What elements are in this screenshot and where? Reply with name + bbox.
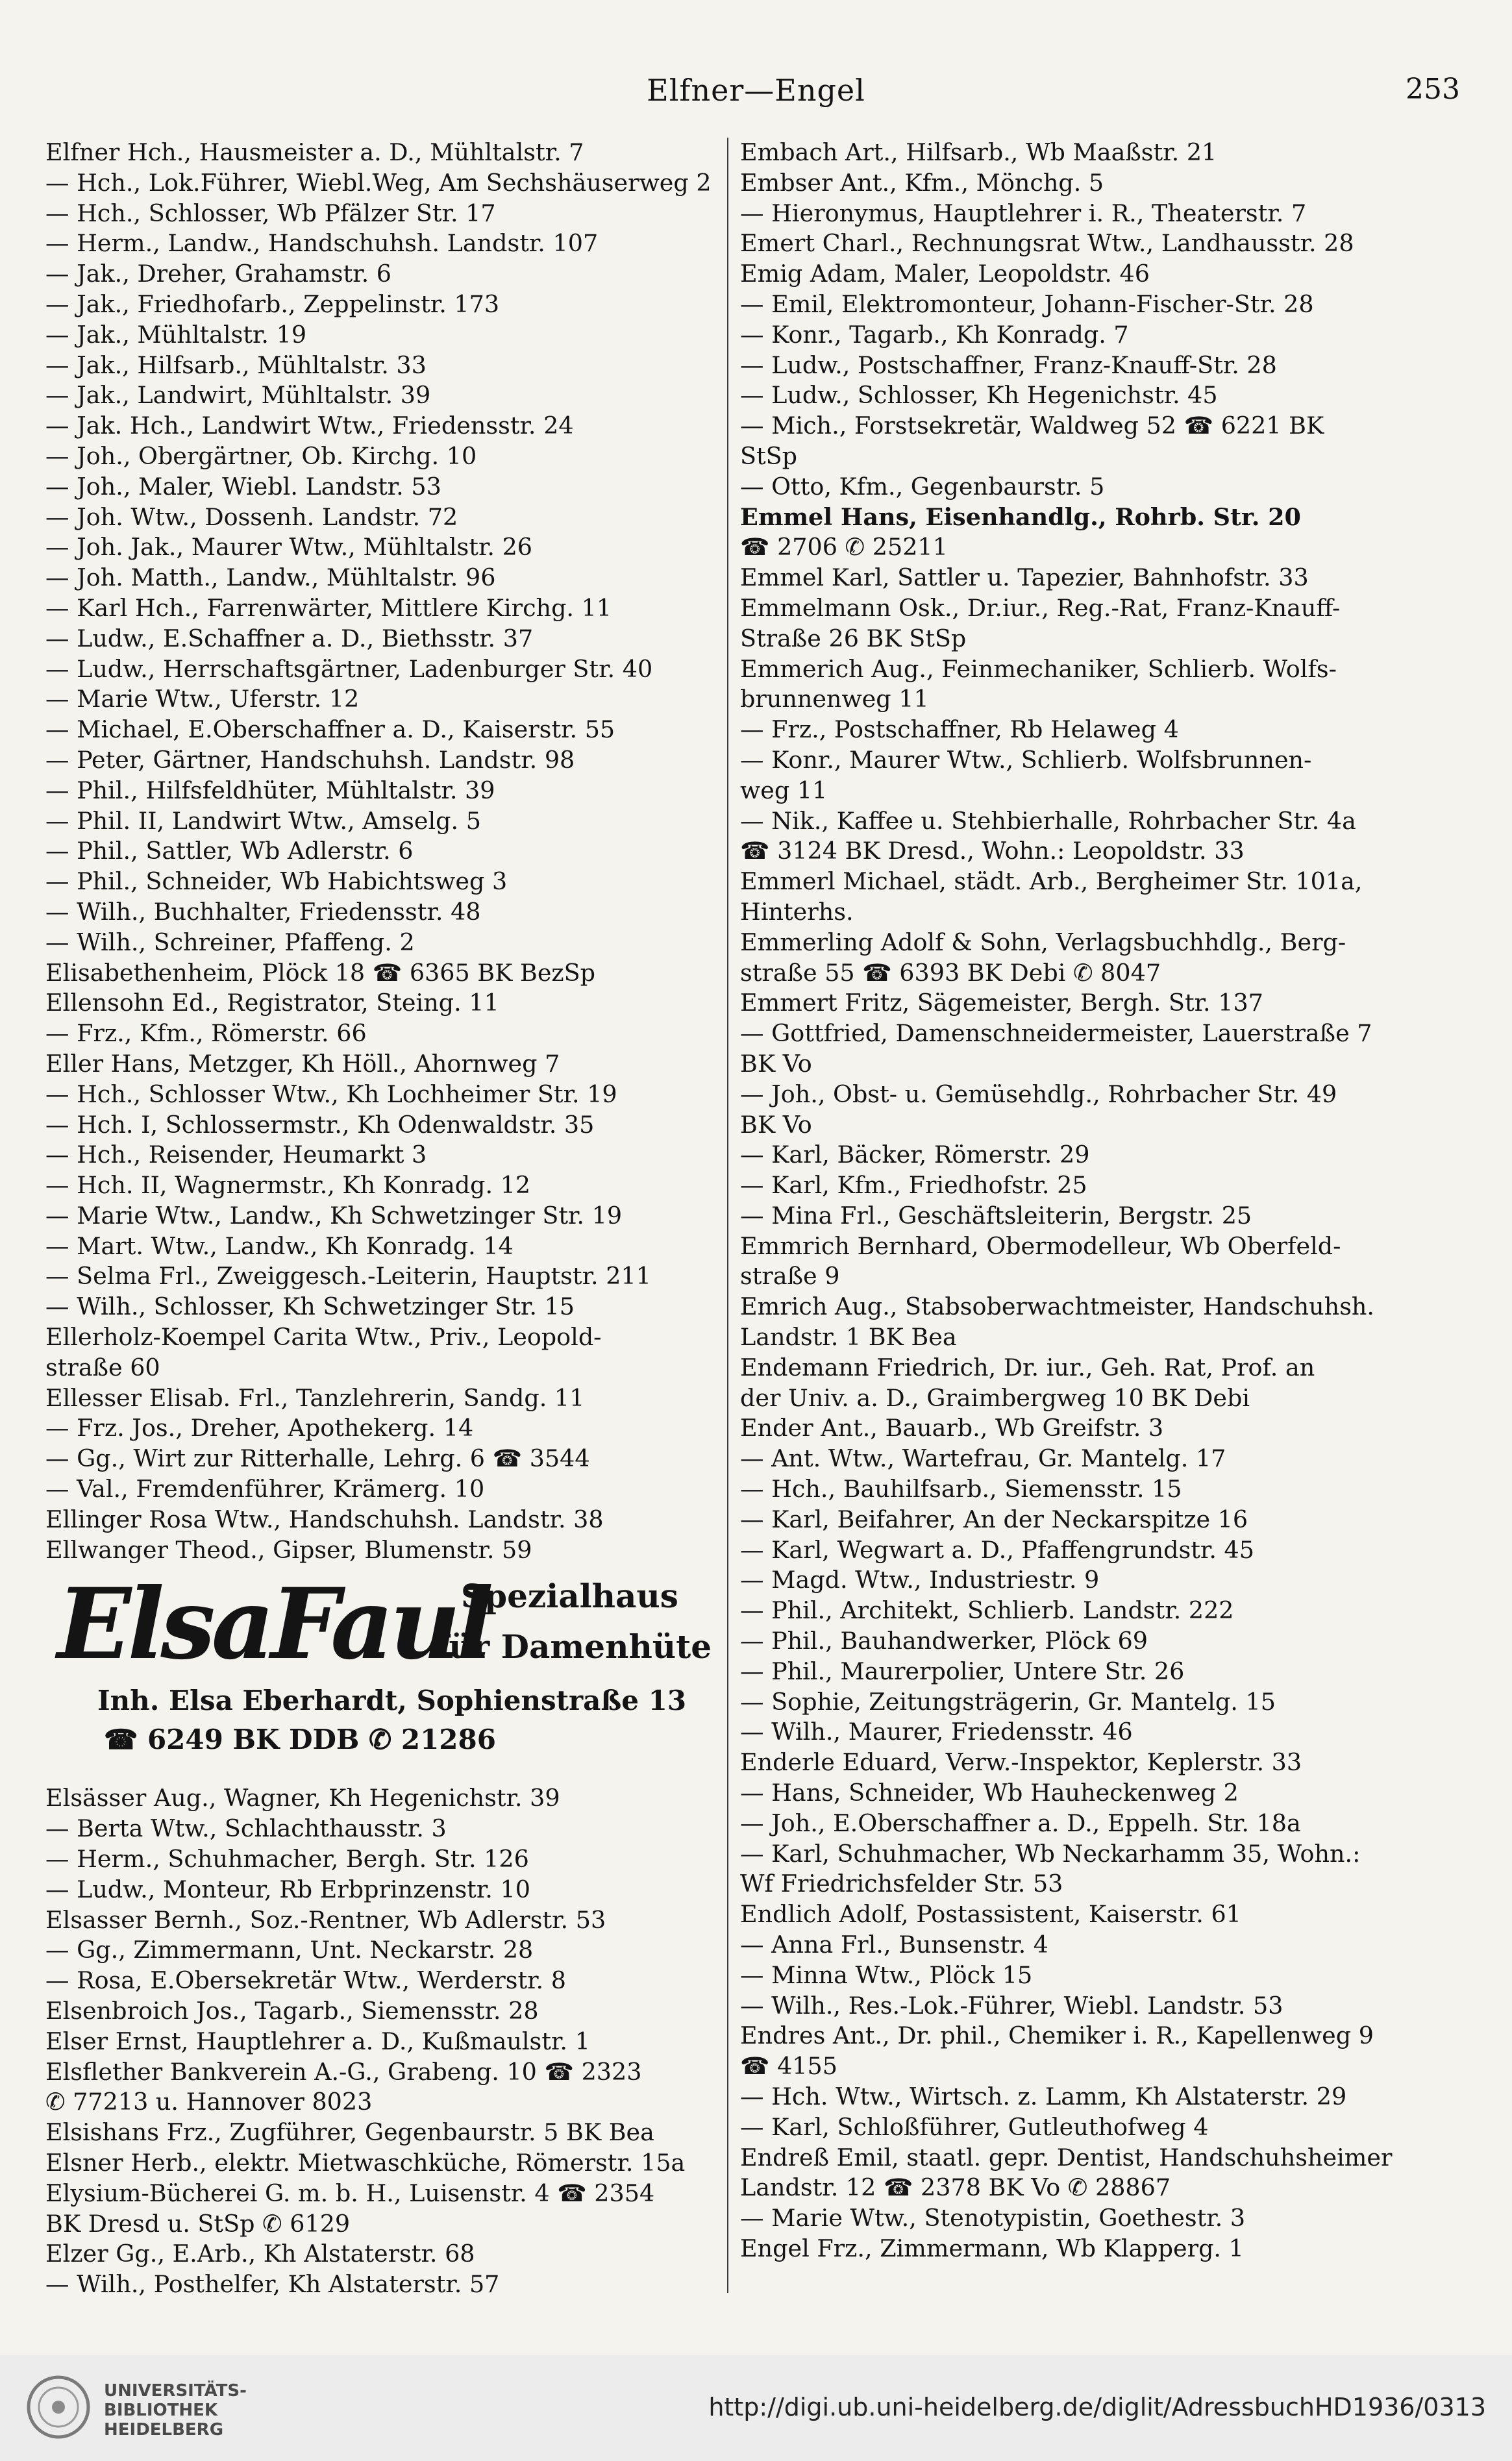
- directory-entry: — Karl Hch., Farrenwärter, Mittlere Kirchg. 11: [45, 593, 612, 622]
- directory-entry: Ellerholz-Koempel Carita Wtw., Priv., Leopold-: [45, 1323, 602, 1352]
- directory-entry: — Konr., Tagarb., Kh Konradg. 7: [740, 320, 1129, 349]
- directory-entry: brunnenweg 11: [740, 685, 929, 713]
- directory-entry: Elzer Gg., E.Arb., Kh Alstaterstr. 68: [45, 2240, 475, 2268]
- directory-entry: straße 9: [740, 1262, 840, 1291]
- directory-entry: — Konr., Maurer Wtw., Schlierb. Wolfsbrunnen-: [740, 745, 1312, 774]
- directory-entry: Emig Adam, Maler, Leopoldstr. 46: [740, 260, 1150, 288]
- directory-entry: Endemann Friedrich, Dr. iur., Geh. Rat, Prof. an: [740, 1353, 1315, 1381]
- directory-entry: — Joh., Obst- u. Gemüsehdlg., Rohrbacher Str. 49: [740, 1080, 1337, 1108]
- directory-entry: — Ant. Wtw., Wartefrau, Gr. Mantelg. 17: [740, 1444, 1226, 1473]
- directory-entry: Elysium-Bücherei G. m. b. H., Luisenstr. 4 ☎ 2354: [45, 2179, 655, 2207]
- directory-entry: — Phil., Sattler, Wb Adlerstr. 6: [45, 837, 414, 865]
- directory-entry: — Sophie, Zeitungsträgerin, Gr. Mantelg. 15: [740, 1687, 1276, 1716]
- ad-line-4: ☎ 6249 BK DDB ✆ 21286: [104, 1724, 496, 1756]
- directory-entry: — Karl, Schloßführer, Gutleuthofweg 4: [740, 2112, 1209, 2141]
- directory-entry: StSp: [740, 441, 798, 470]
- directory-entry: — Wilh., Maurer, Friedensstr. 46: [740, 1718, 1133, 1746]
- directory-entry: — Jak., Friedhofarb., Zeppelinstr. 173: [45, 290, 500, 318]
- directory-entry: Landstr. 1 BK Bea: [740, 1323, 957, 1352]
- directory-entry: Elsenbroich Jos., Tagarb., Siemensstr. 28: [45, 1997, 539, 2025]
- directory-entry: — Anna Frl., Bunsenstr. 4: [740, 1931, 1049, 1959]
- directory-entry: — Hch., Bauhilfsarb., Siemensstr. 15: [740, 1475, 1182, 1503]
- directory-entry: straße 60: [45, 1353, 160, 1381]
- directory-entry: Emmerl Michael, städt. Arb., Bergheimer Str. 101a,: [740, 867, 1363, 896]
- directory-entry: Elfner Hch., Hausmeister a. D., Mühltalstr. 7: [45, 138, 584, 166]
- directory-entry: — Herm., Schuhmacher, Bergh. Str. 126: [45, 1845, 529, 1874]
- directory-entry: Emmrich Bernhard, Obermodelleur, Wb Oberfeld-: [740, 1231, 1341, 1260]
- directory-entry: ☎ 4155: [740, 2052, 837, 2081]
- directory-entry: — Phil., Architekt, Schlierb. Landstr. 222: [740, 1596, 1234, 1625]
- directory-entry: — Selma Frl., Zweiggesch.-Leiterin, Hauptstr. 211: [45, 1262, 651, 1291]
- directory-entry: — Otto, Kfm., Gegenbaurstr. 5: [740, 472, 1105, 501]
- directory-entry: — Frz., Postschaffner, Rb Helaweg 4: [740, 715, 1179, 744]
- directory-entry: — Hch., Schlosser Wtw., Kh Lochheimer Str. 19: [45, 1080, 617, 1108]
- directory-entry: Eller Hans, Metzger, Kh Höll., Ahornweg 7: [45, 1049, 560, 1078]
- directory-entry: — Ludw., E.Schaffner a. D., Biethsstr. 37: [45, 624, 534, 652]
- directory-entry: Ellesser Elisab. Frl., Tanzlehrerin, Sandg. 11: [45, 1383, 585, 1412]
- directory-entry: Elsflether Bankverein A.-G., Grabeng. 10 ☎ 2323: [45, 2057, 642, 2086]
- directory-entry: Embach Art., Hilfsarb., Wb Maaßstr. 21: [740, 138, 1217, 166]
- directory-entry: — Phil., Maurerpolier, Untere Str. 26: [740, 1657, 1185, 1685]
- footer-bar: [0, 2355, 1512, 2461]
- directory-entry: Elisabethenheim, Plöck 18 ☎ 6365 BK BezSp: [45, 958, 596, 987]
- directory-entry: Elsishans Frz., Zugführer, Gegenbaurstr. 5 BK Bea: [45, 2118, 654, 2147]
- directory-entry: ☎ 3124 BK Dresd., Wohn.: Leopoldstr. 33: [740, 837, 1245, 865]
- directory-entry: — Minna Wtw., Plöck 15: [740, 1960, 1033, 1989]
- directory-entry: — Rosa, E.Obersekretär Wtw., Werderstr. 8: [45, 1966, 566, 1995]
- directory-entry: — Wilh., Schlosser, Kh Schwetzinger Str. 15: [45, 1292, 575, 1321]
- directory-entry: — Mina Frl., Geschäftsleiterin, Bergstr. 25: [740, 1201, 1252, 1230]
- source-url[interactable]: http://digi.ub.uni-heidelberg.de/diglit/AdressbuchHD1936/0313: [708, 2393, 1486, 2421]
- directory-entry: — Phil. II, Landwirt Wtw., Amselg. 5: [45, 806, 481, 835]
- directory-entry: — Jak., Hilfsarb., Mühltalstr. 33: [45, 351, 427, 379]
- directory-entry: — Hans, Schneider, Wb Hauheckenweg 2: [740, 1779, 1239, 1807]
- directory-entry: — Berta Wtw., Schlachthausstr. 3: [45, 1814, 447, 1843]
- directory-entry: — Karl, Kfm., Friedhofstr. 25: [740, 1171, 1087, 1200]
- advertisement: [45, 1567, 717, 1778]
- directory-entry: — Frz. Jos., Dreher, Apothekerg. 14: [45, 1414, 474, 1442]
- directory-entry: — Joh., Obergärtner, Ob. Kirchg. 10: [45, 441, 477, 470]
- directory-entry: — Nik., Kaffee u. Stehbierhalle, Rohrbacher Str. 4a: [740, 806, 1356, 835]
- directory-entry: — Peter, Gärtner, Handschuhsh. Landstr. 98: [45, 745, 575, 774]
- library-seal-icon: [26, 2375, 91, 2440]
- directory-entry: — Gg., Zimmermann, Unt. Neckarstr. 28: [45, 1936, 534, 1964]
- directory-entry: — Gg., Wirt zur Ritterhalle, Lehrg. 6 ☎ 3544: [45, 1444, 590, 1473]
- directory-entry: — Marie Wtw., Stenotypistin, Goethestr. 3: [740, 2204, 1246, 2232]
- directory-entry: Emmel Karl, Sattler u. Tapezier, Bahnhofstr. 33: [740, 563, 1309, 592]
- directory-entry: Ender Ant., Bauarb., Wb Greifstr. 3: [740, 1414, 1164, 1442]
- directory-entry: Elsasser Bernh., Soz.-Rentner, Wb Adlerstr. 53: [45, 1905, 606, 1934]
- ad-line-3: Inh. Elsa Eberhardt, Sophienstraße 13: [97, 1685, 687, 1717]
- directory-entry: — Joh., E.Oberschaffner a. D., Eppelh. Str. 18a: [740, 1809, 1301, 1837]
- directory-entry: Elser Ernst, Hauptlehrer a. D., Kußmaulstr. 1: [45, 2027, 590, 2055]
- directory-entry: Endres Ant., Dr. phil., Chemiker i. R., Kapellenweg 9: [740, 2022, 1374, 2050]
- library-line-2: BIBLIOTHEK: [104, 2401, 218, 2420]
- directory-entry: — Magd. Wtw., Industriestr. 9: [740, 1566, 1100, 1594]
- directory-entry: straße 55 ☎ 6393 BK Debi ✆ 8047: [740, 958, 1161, 987]
- directory-entry: Hinterhs.: [740, 897, 854, 926]
- directory-entry: — Marie Wtw., Landw., Kh Schwetzinger Str. 19: [45, 1201, 623, 1230]
- directory-entry: — Hch., Lok.Führer, Wiebl.Weg, Am Sechshäuserweg 2: [45, 168, 712, 197]
- directory-entry: — Gottfried, Damenschneidermeister, Lauerstraße 7: [740, 1019, 1372, 1048]
- directory-entry: der Univ. a. D., Graimbergweg 10 BK Debi: [740, 1383, 1250, 1412]
- directory-entry: — Joh. Wtw., Dossenh. Landstr. 72: [45, 502, 458, 531]
- directory-entry: weg 11: [740, 776, 828, 804]
- directory-entry: Elsner Herb., elektr. Mietwaschküche, Römerstr. 15a: [45, 2149, 686, 2177]
- directory-entry: Emmert Fritz, Sägemeister, Bergh. Str. 137: [740, 989, 1263, 1017]
- directory-entry: Enderle Eduard, Verw.-Inspektor, Keplerstr. 33: [740, 1748, 1302, 1777]
- directory-entry: — Hch. II, Wagnermstr., Kh Konradg. 12: [45, 1171, 531, 1200]
- ad-line-1: Spezialhaus: [461, 1577, 678, 1616]
- directory-entry: — Karl, Bäcker, Römerstr. 29: [740, 1141, 1090, 1169]
- directory-entry: Landstr. 12 ☎ 2378 BK Vo ✆ 28867: [740, 2173, 1171, 2202]
- directory-entry: — Phil., Hilfsfeldhüter, Mühltalstr. 39: [45, 776, 495, 804]
- directory-entry: — Wilh., Res.-Lok.-Führer, Wiebl. Landstr. 53: [740, 1991, 1283, 2020]
- ad-logo: ElsaFaul: [57, 1567, 490, 1682]
- directory-entry: Ellensohn Ed., Registrator, Steing. 11: [45, 989, 499, 1017]
- directory-entry: Embser Ant., Kfm., Mönchg. 5: [740, 168, 1104, 197]
- directory-entry: — Jak., Landwirt, Mühltalstr. 39: [45, 381, 431, 410]
- ad-line-2: für Damenhüte: [435, 1627, 712, 1666]
- directory-entry: — Phil., Schneider, Wb Habichtsweg 3: [45, 867, 508, 896]
- directory-entry: Endlich Adolf, Postassistent, Kaiserstr. 61: [740, 1900, 1241, 1929]
- left-column: [45, 138, 717, 2300]
- directory-entry: Ellwanger Theod., Gipser, Blumenstr. 59: [45, 1535, 532, 1564]
- directory-entry: — Frz., Kfm., Römerstr. 66: [45, 1019, 367, 1048]
- page-number: 253: [1406, 73, 1460, 106]
- directory-entry: — Joh., Maler, Wiebl. Landstr. 53: [45, 472, 441, 501]
- directory-entry: Straße 26 BK StSp: [740, 624, 967, 652]
- directory-entry: Engel Frz., Zimmermann, Wb Klapperg. 1: [740, 2234, 1244, 2262]
- directory-entry: — Mich., Forstsekretär, Waldweg 52 ☎ 6221 BK: [740, 412, 1324, 440]
- directory-entry: Elsässer Aug., Wagner, Kh Hegenichstr. 39: [45, 1784, 560, 1812]
- directory-entry: — Wilh., Schreiner, Pfaffeng. 2: [45, 928, 415, 956]
- directory-entry: — Wilh., Posthelfer, Kh Alstaterstr. 57: [45, 2270, 500, 2299]
- library-name: [104, 2381, 247, 2440]
- directory-entry: — Hch., Reisender, Heumarkt 3: [45, 1141, 427, 1169]
- directory-entry: Emmelmann Osk., Dr.iur., Reg.-Rat, Franz-Knauff-: [740, 593, 1341, 622]
- directory-entry: — Ludw., Monteur, Rb Erbprinzenstr. 10: [45, 1875, 530, 1903]
- directory-entry: — Hieronymus, Hauptlehrer i. R., Theaterstr. 7: [740, 199, 1307, 227]
- directory-entry: ✆ 77213 u. Hannover 8023: [45, 2088, 373, 2116]
- left-entry-list: [45, 138, 717, 1565]
- directory-entry: — Ludw., Postschaffner, Franz-Knauff-Str. 28: [740, 351, 1277, 379]
- directory-entry: — Jak. Hch., Landwirt Wtw., Friedensstr. 24: [45, 412, 574, 440]
- directory-entry: — Karl, Beifahrer, An der Neckarspitze 16: [740, 1505, 1248, 1533]
- directory-entry: — Mart. Wtw., Landw., Kh Konradg. 14: [45, 1231, 514, 1260]
- directory-entry: — Emil, Elektromonteur, Johann-Fischer-Str. 28: [740, 290, 1314, 318]
- directory-entry: BK Vo: [740, 1110, 812, 1139]
- directory-entry: — Marie Wtw., Uferstr. 12: [45, 685, 360, 713]
- directory-entry: BK Vo: [740, 1049, 812, 1078]
- directory-entry: — Karl, Schuhmacher, Wb Neckarhamm 35, Wohn.:: [740, 1839, 1361, 1868]
- directory-entry: Emmel Hans, Eisenhandlg., Rohrb. Str. 20: [740, 502, 1301, 531]
- right-entry-list: [740, 138, 1467, 2264]
- directory-entry: Emmerich Aug., Feinmechaniker, Schlierb. Wolfs-: [740, 654, 1337, 683]
- directory-entry: — Joh. Jak., Maurer Wtw., Mühltalstr. 26: [45, 533, 533, 562]
- directory-entry: — Herm., Landw., Handschuhsh. Landstr. 107: [45, 229, 599, 258]
- directory-entry: BK Dresd u. StSp ✆ 6129: [45, 2209, 351, 2238]
- directory-entry: — Val., Fremdenführer, Krämerg. 10: [45, 1475, 485, 1503]
- directory-entry: — Hch. Wtw., Wirtsch. z. Lamm, Kh Alstaterstr. 29: [740, 2083, 1347, 2110]
- library-line-3: HEIDELBERG: [104, 2420, 224, 2440]
- directory-entry: Endreß Emil, staatl. gepr. Dentist, Handschuhsheimer: [740, 2143, 1393, 2171]
- directory-entry: — Phil., Bauhandwerker, Plöck 69: [740, 1627, 1148, 1655]
- directory-entry: Emmerling Adolf & Sohn, Verlagsbuchhdlg., Berg-: [740, 928, 1346, 956]
- directory-entry: Emert Charl., Rechnungsrat Wtw., Landhausstr. 28: [740, 229, 1354, 258]
- directory-entry: — Jak., Mühltalstr. 19: [45, 320, 307, 349]
- left-entry-list-2: [45, 1783, 717, 2300]
- directory-entry: Emrich Aug., Stabsoberwachtmeister, Handschuhsh.: [740, 1292, 1375, 1321]
- directory-entry: — Michael, E.Oberschaffner a. D., Kaiserstr. 55: [45, 715, 615, 744]
- directory-entry: ☎ 2706 ✆ 25211: [740, 533, 948, 562]
- right-column: [740, 138, 1467, 2264]
- directory-entry: — Ludw., Herrschaftsgärtner, Ladenburger Str. 40: [45, 654, 653, 683]
- directory-entry: — Karl, Wegwart a. D., Pfaffengrundstr. 45: [740, 1535, 1254, 1564]
- directory-entry: — Wilh., Buchhalter, Friedensstr. 48: [45, 897, 481, 926]
- column-divider: [727, 138, 728, 2293]
- directory-entry: — Ludw., Schlosser, Kh Hegenichstr. 45: [740, 381, 1218, 410]
- directory-entry: — Joh. Matth., Landw., Mühltalstr. 96: [45, 563, 496, 592]
- library-line-1: UNIVERSITÄTS-: [104, 2381, 247, 2401]
- directory-entry: — Hch., Schlosser, Wb Pfälzer Str. 17: [45, 199, 496, 227]
- running-head: Elfner—Engel: [647, 73, 865, 108]
- directory-entry: Wf Friedrichsfelder Str. 53: [740, 1870, 1063, 1898]
- directory-entry: — Jak., Dreher, Grahamstr. 6: [45, 260, 391, 288]
- directory-entry: — Hch. I, Schlossermstr., Kh Odenwaldstr. 35: [45, 1110, 595, 1139]
- directory-entry: Ellinger Rosa Wtw., Handschuhsh. Landstr. 38: [45, 1505, 604, 1533]
